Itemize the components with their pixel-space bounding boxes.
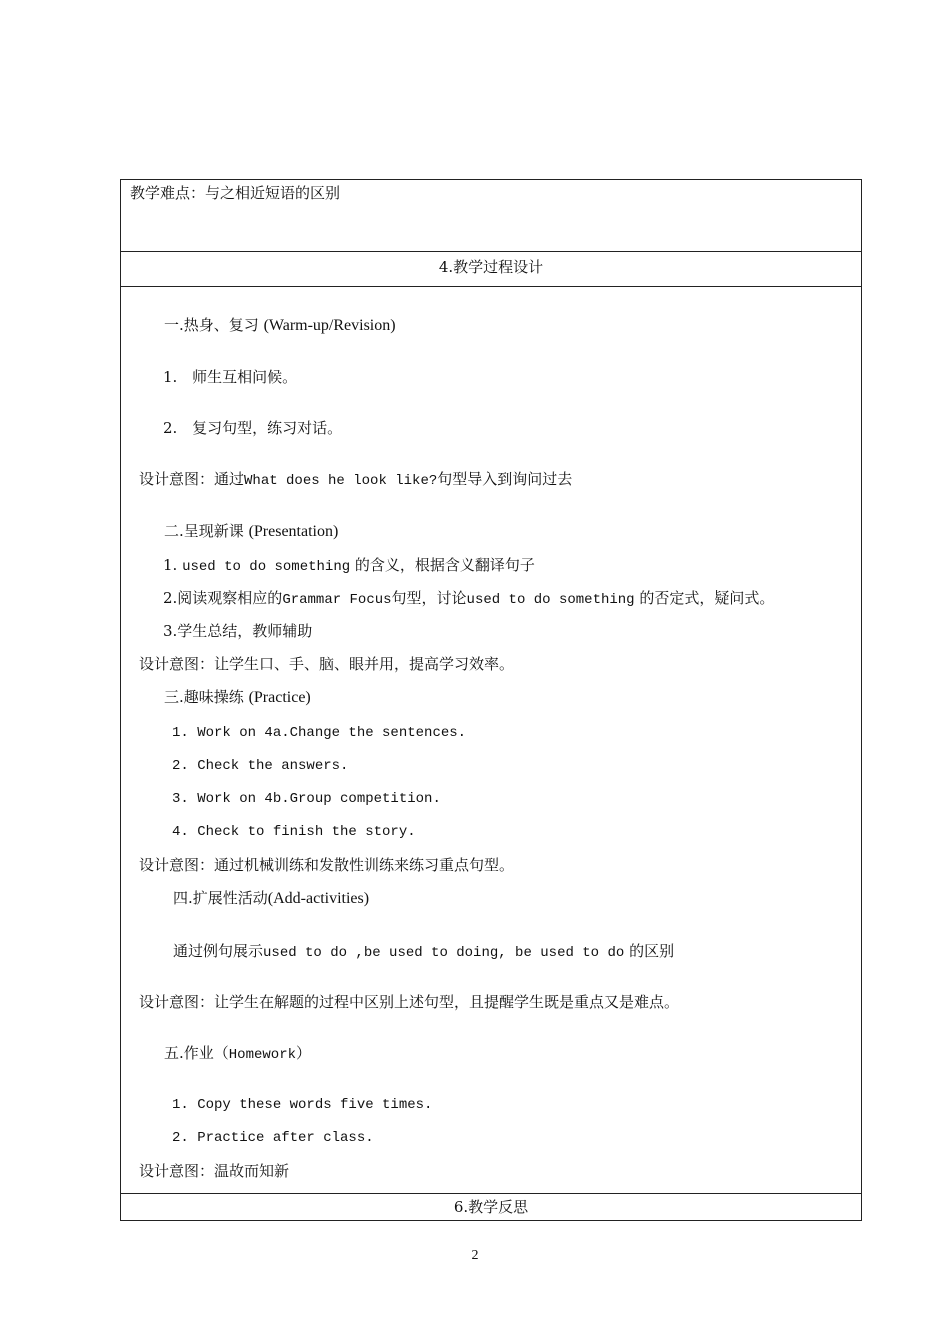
homework-heading-close: ） (296, 1044, 312, 1062)
presentation-item-2-cn: 的否定式，疑问式。 (639, 589, 775, 607)
presentation-heading-en: (Presentation) (248, 523, 339, 540)
process-title-row (121, 252, 861, 287)
activities-line (173, 942, 674, 962)
practice-heading (164, 688, 311, 707)
activities-line-en: used to do ,be used to doing, be used to do (263, 945, 625, 961)
homework-heading-cn: 五.作业（ (164, 1044, 229, 1062)
presentation-item-2-mid: 句型，讨论 (391, 589, 467, 607)
presentation-item-1-en: used to do something (182, 559, 351, 575)
activities-line-prefix: 通过例句展示 (173, 942, 264, 960)
practice-item: 3. Work on 4b.Group competition. (172, 791, 441, 807)
process-body-row (121, 287, 861, 1194)
practice-intent: 设计意图：通过机械训练和发散性训练来练习重点句型。 (139, 856, 515, 874)
warmup-item-1-text: 师生互相问候。 (192, 368, 298, 386)
homework-item: 1. Copy these words five times. (172, 1097, 433, 1113)
practice-item: 1. Work on 4a.Change the sentences. (172, 725, 467, 741)
page-number: 2 (471, 1248, 479, 1263)
warmup-heading-en: (Warm-up/Revision) (263, 317, 396, 334)
homework-heading (164, 1044, 311, 1064)
presentation-item-1 (163, 556, 535, 576)
warmup-intent-prefix: 设计意图：通过 (139, 470, 245, 488)
warmup-intent-suffix: 句型导入到询问过去 (437, 470, 573, 488)
warmup-item-1-num: 1. (163, 368, 178, 386)
activities-line-suffix: 的区别 (629, 942, 675, 960)
activities-heading-en: (Add-activities) (267, 890, 370, 907)
practice-item: 4. Check to finish the story. (172, 824, 416, 840)
warmup-item-2 (163, 419, 342, 437)
activities-heading (173, 889, 369, 908)
practice-item: 2. Check the answers. (172, 758, 349, 774)
warmup-intent-en: What does he look like? (244, 473, 438, 489)
practice-heading-cn: 三.趣味操练 (164, 688, 244, 706)
warmup-item-1 (163, 368, 297, 386)
warmup-heading (164, 316, 396, 335)
presentation-item-3: 3.学生总结，教师辅助 (163, 622, 313, 640)
presentation-heading-cn: 二.呈现新课 (164, 522, 244, 540)
activities-heading-cn: 四.扩展性活动 (173, 889, 268, 907)
presentation-item-2-en2: used to do something (466, 592, 635, 608)
presentation-item-2-en1: Grammar Focus (282, 592, 392, 608)
activities-intent: 设计意图：让学生在解题的过程中区别上述句型，且提醒学生既是重点又是难点。 (139, 993, 680, 1011)
presentation-heading (164, 522, 338, 541)
warmup-heading-cn: 一.热身、复习 (164, 316, 259, 334)
reflection-title: 6.教学反思 (453, 1198, 529, 1216)
presentation-item-1-cn: 的含义，根据含义翻译句子 (354, 556, 535, 574)
difficulty-row (121, 180, 861, 252)
warmup-item-2-text: 复习句型，练习对话。 (192, 419, 343, 437)
presentation-intent: 设计意图：让学生口、手、脑、眼并用，提高学习效率。 (139, 655, 515, 673)
homework-heading-en: Homework (228, 1047, 296, 1063)
presentation-item-1-prefix: 1. (163, 556, 178, 574)
warmup-intent (139, 470, 572, 490)
homework-intent: 设计意图：温故而知新 (139, 1162, 290, 1180)
lesson-plan-table (120, 179, 862, 1221)
practice-heading-en: (Practice) (248, 689, 311, 706)
reflection-row (121, 1194, 861, 1221)
process-title: 4.教学过程设计 (438, 258, 544, 276)
difficulty-text: 教学难点：与之相近短语的区别 (130, 184, 341, 202)
presentation-item-2-prefix: 2.阅读观察相应的 (163, 589, 283, 607)
presentation-item-2 (163, 589, 774, 609)
homework-item: 2. Practice after class. (172, 1130, 374, 1146)
warmup-item-2-num: 2. (163, 419, 178, 437)
